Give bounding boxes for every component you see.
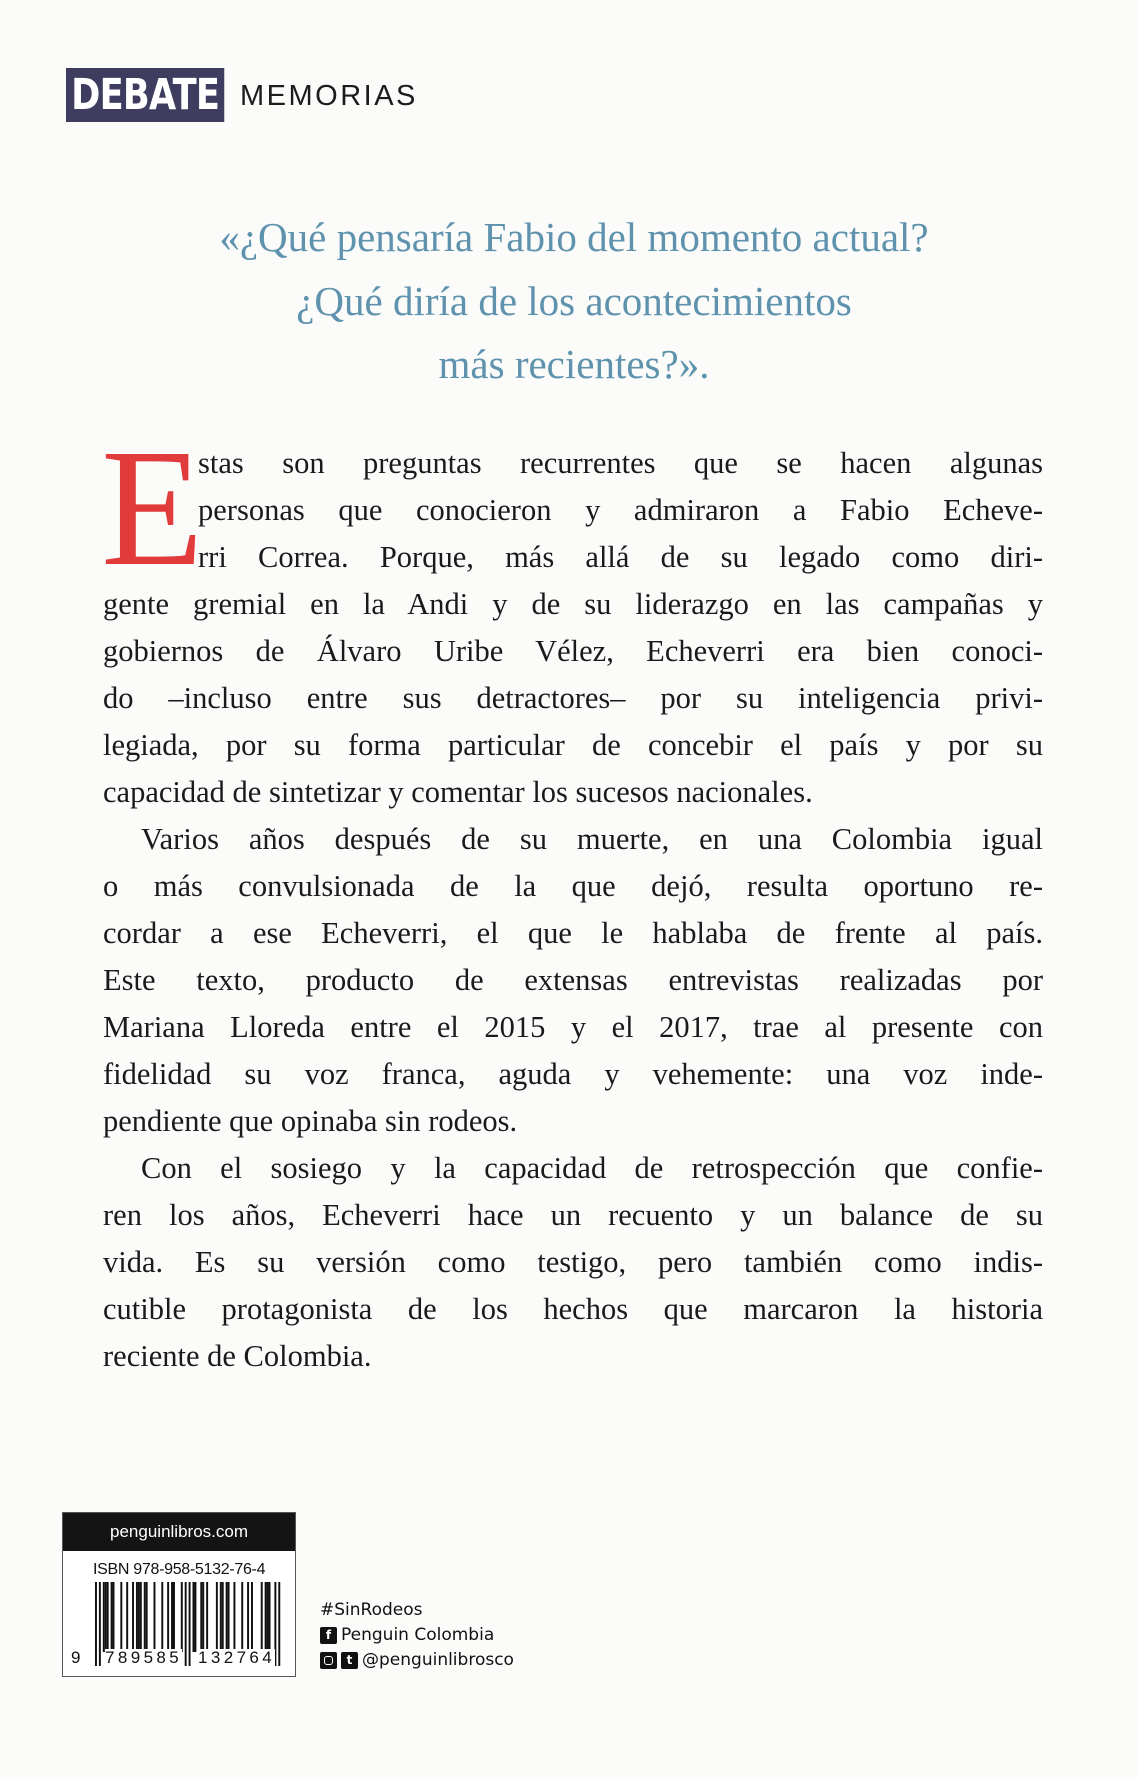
barcode-digit-first: 9 — [71, 1648, 84, 1667]
barcode-digits-left: 789585 — [105, 1648, 183, 1667]
barcode-bar — [226, 1582, 228, 1652]
instagram-icon — [320, 1652, 337, 1669]
facebook-label: Penguin Colombia — [341, 1625, 495, 1645]
text-line: Varios años después de su muerte, en una Colombia igual — [141, 822, 1043, 856]
barcode-bar — [136, 1582, 138, 1652]
barcode-bar — [222, 1582, 224, 1652]
twitter-icon: t — [341, 1652, 358, 1669]
barcode-bar — [181, 1582, 183, 1652]
social-links — [320, 1598, 514, 1673]
isbn-number: ISBN 978-958-5132-76-4 — [93, 1561, 266, 1578]
barcode-bar — [269, 1582, 271, 1652]
pull-quote — [100, 206, 1048, 397]
barcode-bar — [95, 1582, 97, 1666]
barcode-bar — [138, 1582, 140, 1652]
barcode-bar — [146, 1582, 148, 1652]
barcode-bar — [251, 1582, 253, 1652]
text-line: ren los años, Echeverri hace un recuento y un balance de su — [103, 1198, 1043, 1232]
text-line: stas son preguntas recurrentes que se hacen algunas — [198, 446, 1043, 480]
text-line: Con el sosiego y la capacidad de retrospección que confie- — [141, 1151, 1043, 1185]
hashtag: #SinRodeos — [320, 1600, 423, 1620]
text-line: personas que conocieron y admiraron a Fabio Echeve- — [198, 493, 1043, 527]
barcode-digits-right: 132764 — [198, 1648, 276, 1667]
barcode-bar — [220, 1582, 222, 1652]
barcode-bar — [194, 1582, 196, 1652]
text-line: reciente de Colombia. — [103, 1339, 372, 1373]
barcode-bar — [267, 1582, 269, 1652]
social-handle: @penguinlibrosco — [362, 1650, 514, 1670]
barcode-bar — [206, 1582, 208, 1652]
barcode-bar — [103, 1582, 105, 1652]
drop-cap: E — [101, 415, 204, 601]
barcode-bar — [113, 1582, 115, 1652]
text-line: do –incluso entre sus detractores– por su inteligencia privi- — [103, 681, 1043, 715]
barcode-bar — [216, 1582, 218, 1652]
barcode-bar — [265, 1582, 267, 1652]
text-line: fidelidad su voz franca, aguda y vehemente: una voz inde- — [103, 1057, 1043, 1091]
website-label: penguinlibros.com — [63, 1513, 295, 1551]
barcode-bar — [233, 1582, 235, 1652]
text-line: rri Correa. Porque, más allá de su legado como diri- — [198, 540, 1043, 574]
text-line: Este texto, producto de extensas entrevistas realizadas por — [103, 963, 1043, 997]
text-line: cutible protagonista de los hechos que marcaron la historia — [103, 1292, 1043, 1326]
barcode-bar — [144, 1582, 146, 1652]
quote-line: «¿Qué pensaría Fabio del momento actual? — [219, 214, 929, 260]
quote-line: más recientes?». — [438, 341, 710, 387]
text-line: gente gremial en la Andi y de su liderazgo en las campañas y — [103, 587, 1043, 621]
text-line: o más convulsionada de la que dejó, resulta oportuno re- — [103, 869, 1043, 903]
barcode-bar — [126, 1582, 128, 1652]
text-line: legiada, por su forma particular de concebir el país y por su — [103, 728, 1043, 762]
barcode-bar — [111, 1582, 113, 1652]
barcode-bar — [185, 1582, 187, 1666]
barcode-bar — [241, 1582, 243, 1652]
text-line: cordar a ese Echeverri, el que le hablaba de frente al país. — [103, 916, 1043, 950]
barcode-bar — [193, 1582, 195, 1652]
barcode-bar — [99, 1582, 101, 1666]
barcode-bar — [171, 1582, 173, 1652]
barcode-bar — [228, 1582, 230, 1652]
blurb-text — [101, 415, 1043, 1380]
text-line: capacidad de sintetizar y comentar los sucesos nacionales. — [103, 775, 813, 809]
text-line: pendiente que opinaba sin rodeos. — [103, 1104, 518, 1138]
barcode-bar — [173, 1582, 175, 1652]
barcode-bar — [278, 1582, 280, 1666]
social-handle-link[interactable] — [320, 1648, 514, 1673]
barcode-bar — [154, 1582, 156, 1652]
facebook-link[interactable] — [320, 1623, 514, 1648]
barcode-bar — [120, 1582, 122, 1652]
barcode-bar — [200, 1582, 202, 1652]
publisher-logo: DEBATE — [66, 68, 224, 122]
text-line: Mariana Lloreda entre el 2015 y el 2017, trae al presente con — [103, 1010, 1043, 1044]
facebook-icon: f — [320, 1627, 337, 1644]
barcode-bar — [107, 1582, 109, 1652]
text-line: vida. Es su versión como testigo, pero también como indis- — [103, 1245, 1043, 1279]
text-line: gobiernos de Álvaro Uribe Vélez, Echeverri era bien conoci- — [103, 634, 1043, 668]
barcode-bar — [189, 1582, 191, 1666]
barcode-bar — [247, 1582, 249, 1652]
barcode-bar — [140, 1582, 142, 1652]
isbn-barcode-box — [62, 1512, 296, 1677]
barcode-bar — [161, 1582, 163, 1652]
quote-line: ¿Qué diría de los acontecimientos — [296, 277, 852, 324]
barcode-bar — [105, 1582, 107, 1652]
barcode-bar — [132, 1582, 134, 1652]
barcode-bar — [167, 1582, 169, 1652]
barcode-bar — [202, 1582, 204, 1652]
barcode-bar — [261, 1582, 263, 1652]
collection-label: MEMORIAS — [240, 80, 418, 112]
